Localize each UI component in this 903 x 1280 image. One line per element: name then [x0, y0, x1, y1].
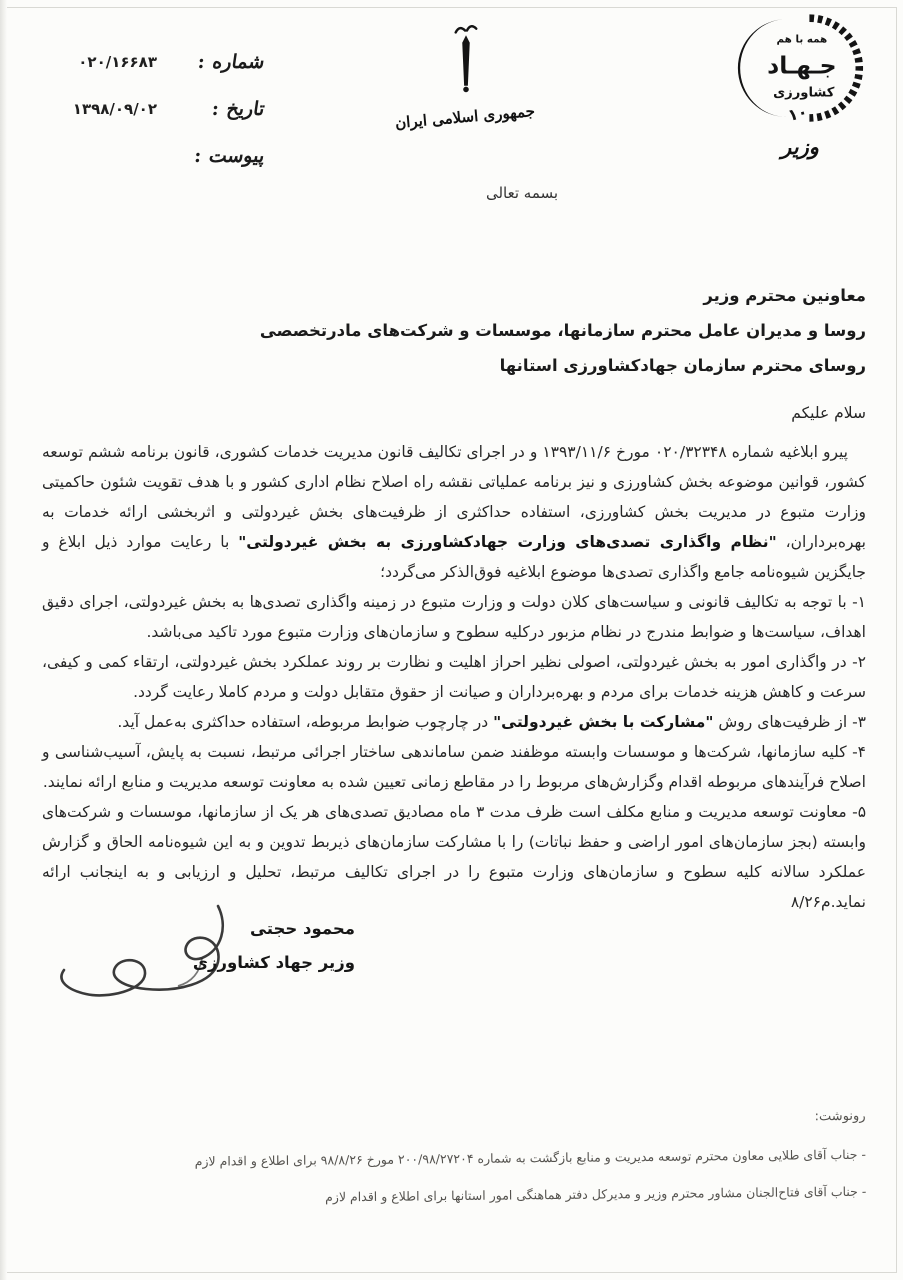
- letter-meta-block: [28, 38, 263, 179]
- handwritten-signature: [50, 896, 290, 1008]
- clause-3: [42, 707, 866, 737]
- recipients-block: [42, 278, 866, 383]
- logo-name-main: جـهـاد: [767, 51, 837, 80]
- clause-5: ۵- معاونت توسعه مدیریت و منابع مکلف است ظرف مدت ۳ ماه مصادیق تصدی‌های هر یک از سازمانها، موسسات و شرکت‌های وابسته (بجز سازمان‌های امور اراضی و حفظ نباتات) را با مشارکت سازمان‌های ذیربط تدوین و به این شیوه‌نامه الحاق و گزارش عملکرد سالانه کلیه سطوح و سازمان‌های وزارت متبوع را در اجرای تکالیف مرتبط، تحلیل و ارزیابی و به اینجانب ارائه نماید.م۸/۲۶: [42, 803, 867, 911]
- attachment-label: پیوست :: [192, 144, 265, 167]
- republic-title: جمهوری اسلامی ایران: [394, 101, 536, 133]
- footer-copies: [54, 1102, 866, 1218]
- date-value: ۱۳۹۸/۰۹/۰۲: [72, 99, 157, 118]
- meta-row-date: [28, 85, 263, 132]
- number-label: شماره :: [196, 50, 265, 73]
- copies-label: رونوشت:: [814, 1108, 866, 1125]
- intro-pre: پیرو ابلاغیه شماره ۰۲۰/۳۲۳۴۸ مورخ ۱۳۹۳/۱۱/۶ و در اجرای تکالیف قانون مدیریت خدمات کشوری، قانون برنامه ششم توسعه کشور، قوانین موضوعه بخش کشاورزی و نیز برنامه عملیاتی نقشه راه اصلاح نظام اداری کشور و با هدف تقویت شئون حاکمیتی وزارت متبوع در مدیریت بخش کشاورزی، استفاده حداکثری از ظرفیت‌های بخش غیردولتی و اثربخشی ارائه خدمات به بهره‌برداران،: [42, 443, 866, 551]
- ministry-logo-wrap: [733, 8, 867, 159]
- clause-1: ۱- با توجه به تکالیف قانونی و سیاست‌های کلان دولت و وزارت متبوع در زمینه واگذاری تصدی‌ها به بخش غیردولتی، اجرای دقیق اهداف، سیاست‌ها و ضوابط مندرج در نظام مزبور درکلیه سطوح و سازمان‌های وزارت متبوع مورد تاکید می‌باشد.: [42, 593, 866, 641]
- recipient-line: روسا و مدیران عامل محترم سازمانها، موسسات و شرکت‌های مادرتخصصی: [259, 321, 866, 340]
- clause-3-post: در چارچوب ضوابط مربوطه، استفاده حداکثری به‌عمل آید.: [117, 713, 494, 731]
- intro-bold-term: "نظام واگذاری تصدی‌های وزارت جهادکشاورزی به بخش غیردولتی": [238, 533, 777, 551]
- recipient-line: روسای محترم سازمان جهادکشاورزی استانها: [499, 356, 866, 375]
- signer-title: وزیر جهاد کشاورزی: [192, 953, 355, 972]
- recipient-line: معاونین محترم وزیر: [703, 286, 866, 305]
- signer-name: محمود حجتی: [250, 919, 355, 938]
- meta-row-attachment: [28, 132, 263, 179]
- iran-emblem-wrap: [413, 24, 518, 114]
- clause-4: ۴- کلیه سازمانها، شرکت‌ها و موسسات وابسته موظفند ضمن ساماندهی ساختار اجرائی مرتبط، نسبت به پایش، آسیب‌شناسی و اصلاح فرآیندهای مربوطه اقدام وگزارش‌های مربوط را در مقاطع زمانی تعیین شده به معاونت توسعه مدیریت و منابع ارائه نمایند.: [42, 743, 866, 791]
- scan-edge-shadow: [0, 0, 7, 1280]
- iran-emblem-icon: [418, 24, 514, 110]
- minister-caption: وزیر: [781, 134, 819, 159]
- clause-2: ۲- در واگذاری امور به بخش غیردولتی، اصولی نظیر احراز اهلیت و نظارت بر روند عملکرد بخش غیردولتی، ارتقاء کمی و کیفی، سرعت و کاهش هزینه خدمات برای مردم و بهره‌برداران و صیانت از حقوق متقابل دولت و مردم کاملا رعایت گردد.: [42, 653, 866, 701]
- clause-3-bold-term: "مشارکت با بخش غیردولتی": [493, 713, 714, 731]
- intro-post: با رعایت موارد ذیل ابلاغ و جایگزین شیوه‌نامه جامع واگذاری تصدی‌ها موضوع ابلاغیه فوق‌الذکر می‌گردد؛: [42, 533, 866, 581]
- besmeh-taala: بسمه تعالی: [485, 184, 559, 202]
- jihad-agriculture-logo-icon: [736, 8, 864, 130]
- clause-3-pre: ۳- از ظرفیت‌های روش: [713, 713, 866, 731]
- number-value: ۰۲۰/۱۶۶۸۳: [78, 52, 157, 71]
- salutation: سلام علیکم: [791, 404, 866, 422]
- logo-name-sub: کشاورزی: [773, 85, 835, 101]
- intro-paragraph: [42, 437, 866, 587]
- letter-content: [42, 278, 866, 917]
- meta-row-number: [28, 38, 263, 85]
- logo-motto: همه با هم: [776, 33, 828, 46]
- letter-body: [42, 437, 866, 917]
- logo-mark: ۱۰: [785, 101, 810, 126]
- copy-line: - جناب آقای فتاح‌الجنان مشاور محترم وزیر و مدیرکل دفتر هماهنگی امور استانها برای اطلاع و اقدام لازم: [325, 1183, 867, 1205]
- copy-line: - جناب آقای طلایی معاون محترم توسعه مدیریت و منابع بازگشت به شماره ۲۰۰/۹۸/۲۷۲۰۴ مورخ ۹۸/۸/۲۶ برای اطلاع و اقدام لازم: [194, 1146, 867, 1169]
- date-label: تاریخ :: [210, 97, 265, 120]
